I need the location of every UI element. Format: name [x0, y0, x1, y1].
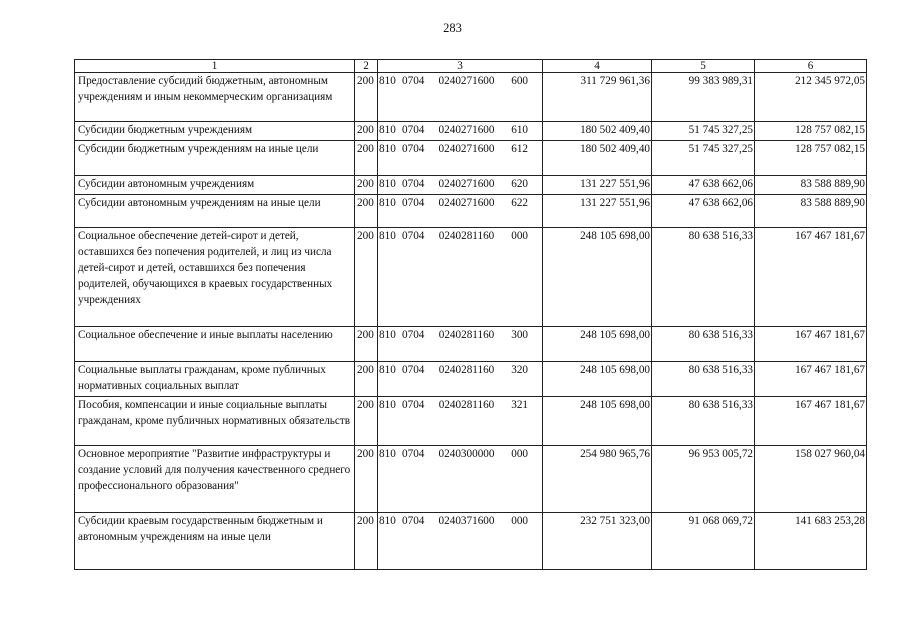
table-row: [75, 122, 867, 141]
dept-code: 810: [379, 329, 396, 341]
row-classification: [378, 195, 543, 228]
row-col2: 200: [355, 176, 378, 195]
row-value-5: 51 745 327,25: [652, 141, 755, 176]
row-col2: 200: [355, 141, 378, 176]
row-name: Основное мероприятие "Развитие инфраструктуры и создание условий для получения качественного среднего профессионального образования": [75, 446, 355, 513]
dept-code: 810: [379, 75, 396, 87]
expense-type: 600: [511, 75, 528, 87]
row-col2: 200: [355, 513, 378, 570]
row-col2: 200: [355, 327, 378, 362]
expense-type: 320: [511, 364, 528, 376]
row-classification: [378, 446, 543, 513]
row-value-5: 47 638 662,06: [652, 176, 755, 195]
row-value-6: 141 683 253,28: [755, 513, 867, 570]
section-code: 0704: [402, 143, 425, 155]
column-header: 2: [355, 60, 378, 73]
row-value-4: 248 105 698,00: [543, 362, 652, 397]
row-value-5: 99 383 989,31: [652, 73, 755, 122]
row-value-6: 212 345 972,05: [755, 73, 867, 122]
row-col2: 200: [355, 446, 378, 513]
row-value-6: 167 467 181,67: [755, 327, 867, 362]
section-code: 0704: [402, 399, 425, 411]
row-name: Социальные выплаты гражданам, кроме публичных нормативных социальных выплат: [75, 362, 355, 397]
dept-code: 810: [379, 515, 396, 527]
row-classification: [378, 176, 543, 195]
dept-code: 810: [379, 448, 396, 460]
dept-code: 810: [379, 230, 396, 242]
row-classification: [378, 513, 543, 570]
table-row: [75, 195, 867, 228]
row-classification: [378, 141, 543, 176]
row-value-5: 80 638 516,33: [652, 397, 755, 446]
section-code: 0704: [402, 364, 425, 376]
row-value-6: 128 757 082,15: [755, 122, 867, 141]
row-classification: [378, 228, 543, 327]
page-number: 283: [443, 21, 462, 35]
target-code: 0240281160: [438, 364, 495, 376]
expense-type: 000: [511, 448, 528, 460]
row-value-4: 248 105 698,00: [543, 397, 652, 446]
row-value-4: 180 502 409,40: [543, 122, 652, 141]
row-col2: 200: [355, 397, 378, 446]
table-row: [75, 176, 867, 195]
row-classification: [378, 327, 543, 362]
row-value-6: 158 027 960,04: [755, 446, 867, 513]
column-header: 4: [543, 60, 652, 73]
table-row: [75, 397, 867, 446]
row-value-5: 80 638 516,33: [652, 228, 755, 327]
section-code: 0704: [402, 75, 425, 87]
dept-code: 810: [379, 178, 396, 190]
row-name: Пособия, компенсации и иные социальные выплаты гражданам, кроме публичных нормативных обязательств: [75, 397, 355, 446]
column-header: 3: [378, 60, 543, 73]
expense-type: 000: [511, 230, 528, 242]
row-classification: [378, 73, 543, 122]
row-name: Субсидии автономным учреждениям на иные цели: [75, 195, 355, 228]
target-code: 0240271600: [438, 143, 495, 155]
row-col2: 200: [355, 195, 378, 228]
column-header: 6: [755, 60, 867, 73]
expense-type: 612: [511, 143, 528, 155]
expense-type: 622: [511, 197, 528, 209]
target-code: 0240281160: [438, 329, 495, 341]
row-col2: 200: [355, 73, 378, 122]
row-value-6: 167 467 181,67: [755, 397, 867, 446]
target-code: 0240271600: [438, 197, 495, 209]
row-value-5: 80 638 516,33: [652, 327, 755, 362]
column-header: 1: [75, 60, 355, 73]
row-value-4: 311 729 961,36: [543, 73, 652, 122]
row-value-4: 254 980 965,76: [543, 446, 652, 513]
row-name: Субсидии бюджетным учреждениям на иные цели: [75, 141, 355, 176]
row-value-4: 232 751 323,00: [543, 513, 652, 570]
row-col2: 200: [355, 362, 378, 397]
target-code: 0240281160: [438, 399, 495, 411]
row-value-4: 131 227 551,96: [543, 176, 652, 195]
row-value-4: 248 105 698,00: [543, 327, 652, 362]
target-code: 0240271600: [438, 124, 495, 136]
dept-code: 810: [379, 143, 396, 155]
section-code: 0704: [402, 124, 425, 136]
row-name: Субсидии бюджетным учреждениям: [75, 122, 355, 141]
section-code: 0704: [402, 230, 425, 242]
row-value-5: 47 638 662,06: [652, 195, 755, 228]
row-name: Субсидии краевым государственным бюджетным и автономным учреждениям на иные цели: [75, 513, 355, 570]
section-code: 0704: [402, 178, 425, 190]
budget-table: [74, 59, 867, 570]
row-value-5: 80 638 516,33: [652, 362, 755, 397]
expense-type: 300: [511, 329, 528, 341]
dept-code: 810: [379, 399, 396, 411]
table-row: [75, 513, 867, 570]
dept-code: 810: [379, 197, 396, 209]
target-code: 0240371600: [438, 515, 495, 527]
section-code: 0704: [402, 448, 425, 460]
row-value-6: 167 467 181,67: [755, 362, 867, 397]
target-code: 0240281160: [438, 230, 495, 242]
table-row: [75, 141, 867, 176]
row-value-4: 131 227 551,96: [543, 195, 652, 228]
target-code: 0240271600: [438, 178, 495, 190]
row-value-6: 167 467 181,67: [755, 228, 867, 327]
dept-code: 810: [379, 124, 396, 136]
row-value-6: 83 588 889,90: [755, 176, 867, 195]
expense-type: 610: [511, 124, 528, 136]
row-name: Социальное обеспечение детей-сирот и детей, оставшихся без попечения родителей, и лиц из числа детей-сирот и детей, оставшихся без попечения родителей, обучающихся в краевых государственных учреждениях: [75, 228, 355, 327]
expense-type: 321: [511, 399, 528, 411]
row-classification: [378, 397, 543, 446]
table-row: [75, 73, 867, 122]
row-classification: [378, 122, 543, 141]
row-classification: [378, 362, 543, 397]
column-header: 5: [652, 60, 755, 73]
target-code: 0240271600: [438, 75, 495, 87]
expense-type: 000: [511, 515, 528, 527]
row-value-5: 91 068 069,72: [652, 513, 755, 570]
row-name: Социальное обеспечение и иные выплаты населению: [75, 327, 355, 362]
row-value-6: 128 757 082,15: [755, 141, 867, 176]
table-row: [75, 228, 867, 327]
row-value-4: 180 502 409,40: [543, 141, 652, 176]
section-code: 0704: [402, 329, 425, 341]
row-value-5: 51 745 327,25: [652, 122, 755, 141]
table-header-row: [75, 60, 867, 73]
target-code: 0240300000: [438, 448, 495, 460]
table-row: [75, 327, 867, 362]
table-row: [75, 362, 867, 397]
dept-code: 810: [379, 364, 396, 376]
row-value-5: 96 953 005,72: [652, 446, 755, 513]
section-code: 0704: [402, 515, 425, 527]
row-col2: 200: [355, 122, 378, 141]
row-value-4: 248 105 698,00: [543, 228, 652, 327]
expense-type: 620: [511, 178, 528, 190]
row-name: Субсидии автономным учреждениям: [75, 176, 355, 195]
table-row: [75, 446, 867, 513]
section-code: 0704: [402, 197, 425, 209]
row-col2: 200: [355, 228, 378, 327]
row-value-6: 83 588 889,90: [755, 195, 867, 228]
row-name: Предоставление субсидий бюджетным, автономным учреждениям и иным некоммерческим организациям: [75, 73, 355, 122]
